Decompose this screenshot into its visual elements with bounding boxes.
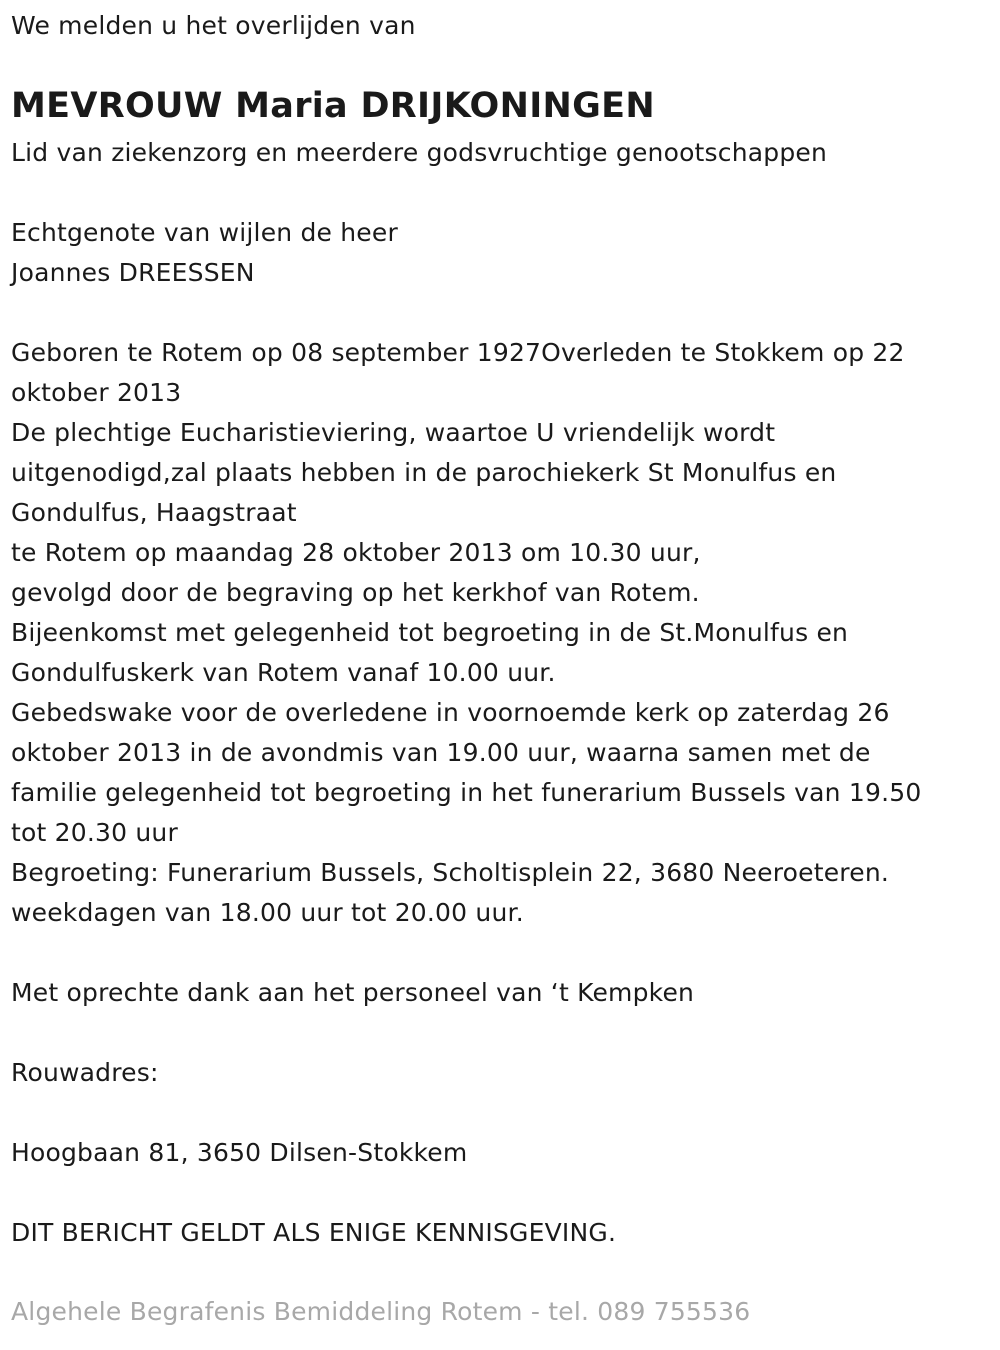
details-line: oktober 2013: [11, 378, 182, 407]
rouwadres-label-block: [11, 1053, 159, 1093]
details-line: tot 20.30 uur: [11, 818, 178, 847]
details-line: gevolgd door de begraving op het kerkhof van Rotem.: [11, 578, 700, 607]
details-line: familie gelegenheid tot begroeting in het funerarium Bussels van 19.50: [11, 778, 922, 807]
notice-block: [11, 1213, 616, 1253]
details-line: Gondulfuskerk van Rotem vanaf 10.00 uur.: [11, 658, 556, 687]
details-block: [11, 333, 921, 933]
details-line: uitgenodigd,zal plaats hebben in de parochiekerk St Monulfus en: [11, 458, 837, 487]
thanks-block: [11, 973, 694, 1013]
spouse-line: Echtgenote van wijlen de heer: [11, 218, 398, 247]
details-line: Begroeting: Funerarium Bussels, Scholtisplein 22, 3680 Neeroeteren.: [11, 858, 890, 887]
details-line: weekdagen van 18.00 uur tot 20.00 uur.: [11, 898, 524, 927]
rouwadres-label: Rouwadres:: [11, 1058, 159, 1087]
rouwadres-address: Hoogbaan 81, 3650 Dilsen-Stokkem: [11, 1138, 468, 1167]
funeral-home-footer: Algehele Begrafenis Bemiddeling Rotem - tel. 089 755536: [11, 1297, 751, 1326]
details-line: Bijeenkomst met gelegenheid tot begroeting in de St.Monulfus en: [11, 618, 849, 647]
details-line: De plechtige Eucharistieviering, waartoe U vriendelijk wordt: [11, 418, 776, 447]
details-line: Gebedswake voor de overledene in voornoemde kerk op zaterdag 26: [11, 698, 890, 727]
details-line: te Rotem op maandag 28 oktober 2013 om 10.30 uur,: [11, 538, 701, 567]
footer-block: [11, 1292, 750, 1332]
rouwadres-address-block: [11, 1133, 467, 1173]
details-line: oktober 2013 in de avondmis van 19.00 uur, waarna samen met de: [11, 738, 871, 767]
role-text: Lid van ziekenzorg en meerdere godsvruchtige genootschappen: [11, 138, 828, 167]
thanks-text: Met oprechte dank aan het personeel van ‘t Kempken: [11, 978, 695, 1007]
deceased-name: MEVROUW Maria DRIJKONINGEN: [11, 86, 655, 126]
details-line: Geboren te Rotem op 08 september 1927Overleden te Stokkem op 22: [11, 338, 905, 367]
spouse-block: [11, 213, 398, 293]
intro-text: We melden u het overlijden van: [11, 11, 416, 40]
role-block: [11, 133, 827, 173]
details-line: Gondulfus, Haagstraat: [11, 498, 297, 527]
spouse-line: Joannes DREESSEN: [11, 258, 255, 287]
notice-text: DIT BERICHT GELDT ALS ENIGE KENNISGEVING.: [11, 1218, 617, 1247]
